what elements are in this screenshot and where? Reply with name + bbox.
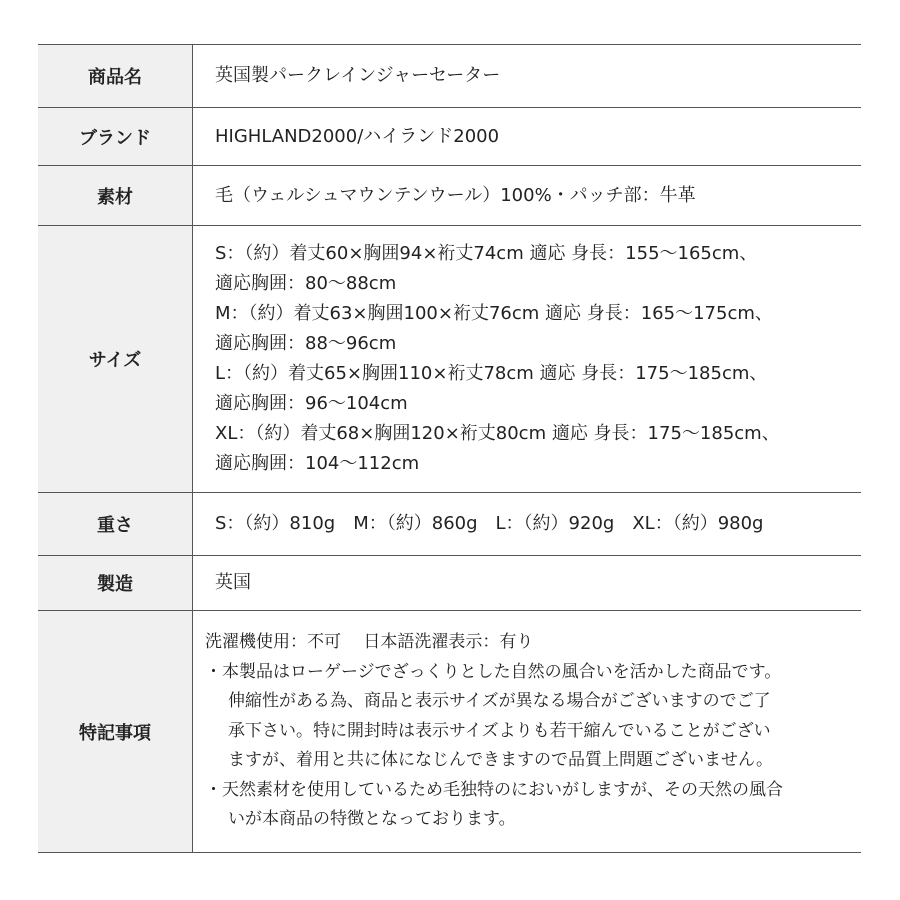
row-material [38, 166, 861, 226]
note-bullet-line: ・天然素材を使用しているため毛独特のにおいがしますが、その天然の風合 [205, 779, 783, 800]
wash-info-line: 洗濯機使用：不可 日本語洗濯表示：有り [205, 632, 534, 653]
size-line: XL：（約）着丈68×胸囲120×裄丈80cm 適応 身長：175〜185cm、 [215, 423, 780, 444]
row-made-in [38, 556, 861, 611]
label-made-in: 製造 [38, 556, 193, 610]
size-line: S：（約）着丈60×胸囲94×裄丈74cm 適応 身長：155〜165cm、 [215, 243, 758, 264]
note-continuation-line: 承下さい。特に開封時は表示サイズよりも若干縮んでいることがござい [228, 720, 771, 741]
row-brand [38, 108, 861, 166]
note-bullet-line: ・本製品はローゲージでざっくりとした自然の風合いを活かした商品です。 [205, 661, 782, 682]
row-size [38, 226, 861, 493]
row-notes [38, 611, 861, 853]
row-product-name [38, 45, 861, 108]
size-line: 適応胸囲：80〜88cm [215, 273, 397, 294]
value-notes [193, 611, 861, 852]
value-made-in: 英国 [215, 572, 251, 593]
value-brand: HIGHLAND2000/ハイランド2000 [215, 125, 500, 147]
row-weight [38, 493, 861, 556]
value-weight: S：（約）810g M：（約）860g L：（約）920g XL：（約）980g [215, 513, 764, 534]
label-notes: 特記事項 [38, 611, 193, 852]
product-spec-table [38, 44, 861, 853]
note-continuation-line: 伸縮性がある為、商品と表示サイズが異なる場合がございますのでご了 [228, 691, 771, 712]
size-line: L：（約）着丈65×胸囲110×裄丈78cm 適応 身長：175〜185cm、 [215, 363, 768, 384]
value-material: 毛（ウェルシュマウンテンウール）100%・パッチ部：牛革 [215, 184, 696, 206]
value-product-name: 英国製パークレインジャーセーター [215, 65, 501, 86]
label-material: 素材 [38, 166, 193, 225]
label-weight: 重さ [38, 493, 193, 555]
note-continuation-line: ますが、着用と共に体になじんできますので品質上問題ございません。 [228, 750, 774, 771]
label-size: サイズ [38, 226, 193, 492]
size-line: 適応胸囲：88〜96cm [215, 333, 397, 354]
size-line: 適応胸囲：104〜112cm [215, 453, 420, 474]
label-product-name: 商品名 [38, 45, 193, 107]
label-brand: ブランド [38, 108, 193, 165]
note-continuation-line: いが本商品の特徴となっております。 [228, 809, 516, 830]
size-line: M：（約）着丈63×胸囲100×裄丈76cm 適応 身長：165〜175cm、 [215, 303, 773, 324]
size-line: 適応胸囲：96〜104cm [215, 393, 408, 414]
value-size [193, 226, 861, 492]
